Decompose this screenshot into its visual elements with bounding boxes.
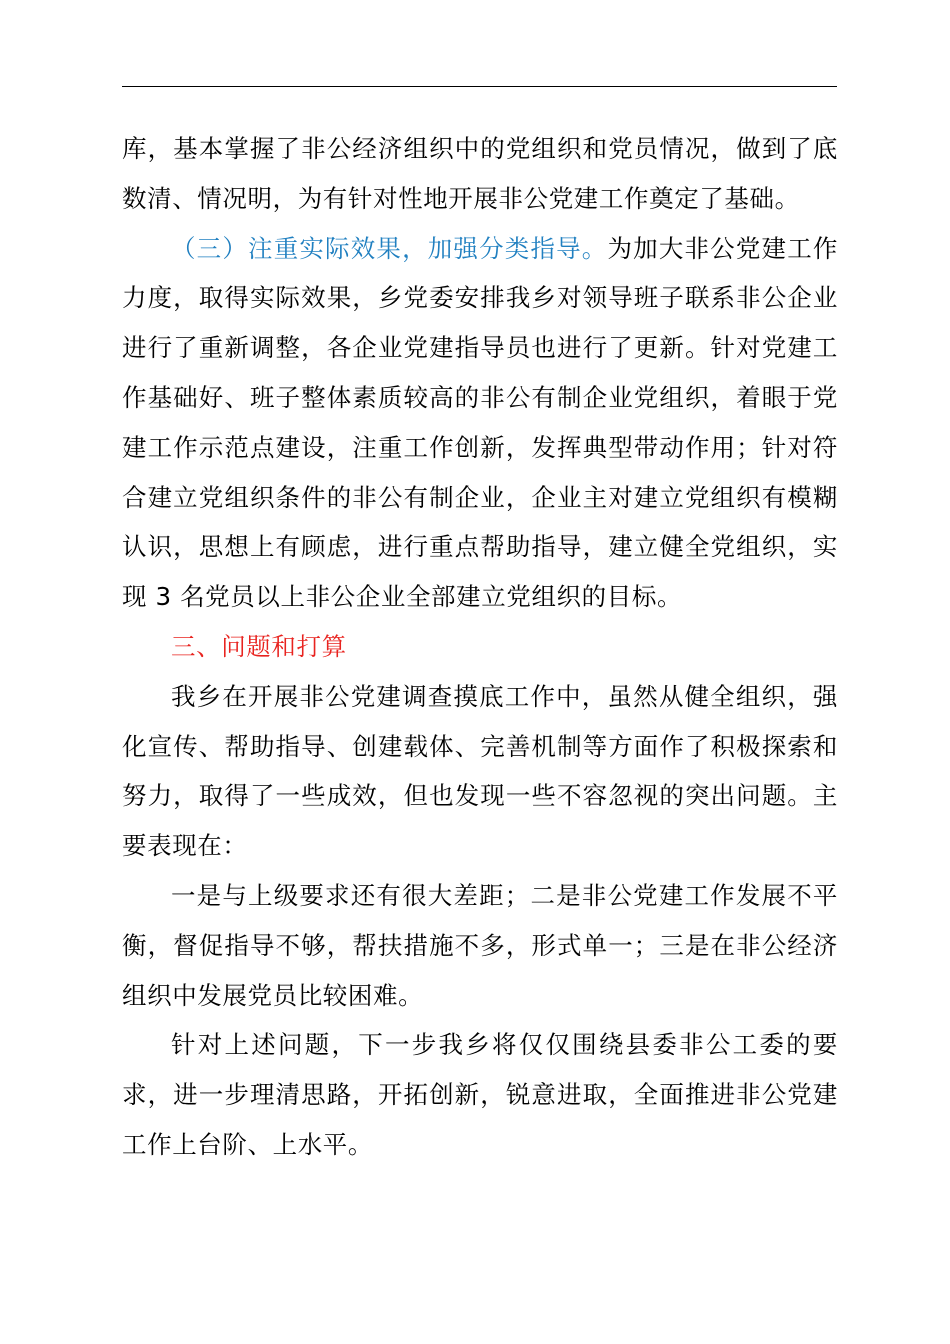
body-text (122, 124, 838, 1170)
subsection-body: 为加大非公党建工作力度，取得实际效果，乡党委安排我乡对领导班子联系非公企业进行了重新调整，各企业党建指导员也进行了更新。针对党建工作基础好、班子整体素质较高的非公有制企业党组织，着眼于党建工作示范点建设，注重工作创新，发挥典型带动作用；针对符合建立党组织条件的非公有制企业，企业主对建立党组织有模糊认识，思想上有顾虑，进行重点帮助指导，建立健全党组织，实现 3 名党员以上非公企业全部建立党组织的目标。 (122, 233, 838, 612)
header-rule (122, 86, 837, 87)
subsection-heading: （三）注重实际效果，加强分类指导。 (171, 233, 608, 263)
paragraph-next-steps: 针对上述问题，下一步我乡将仅仅围绕县委非公工委的要求，进一步理清思路，开拓创新，锐意进取，全面推进非公党建工作上台阶、上水平。 (122, 1030, 838, 1159)
paragraph-problems-intro: 我乡在开展非公党建调查摸底工作中，虽然从健全组织，强化宣传、帮助指导、创建载体、完善机制等方面作了积极探索和努力，取得了一些成效，但也发现一些不容忽视的突出问题。主要表现在： (122, 681, 838, 861)
paragraph-subsection-3 (122, 224, 838, 622)
section-heading: 三、问题和打算 (171, 631, 347, 661)
paragraph-problems-list: 一是与上级要求还有很大差距；二是非公党建工作发展不平衡，督促指导不够，帮扶措施不多，形式单一；三是在非公经济组织中发展党员比较困难。 (122, 880, 838, 1010)
paragraph-continued: 库，基本掌握了非公经济组织中的党组织和党员情况，做到了底数清、情况明，为有针对性地开展非公党建工作奠定了基础。 (122, 134, 838, 213)
